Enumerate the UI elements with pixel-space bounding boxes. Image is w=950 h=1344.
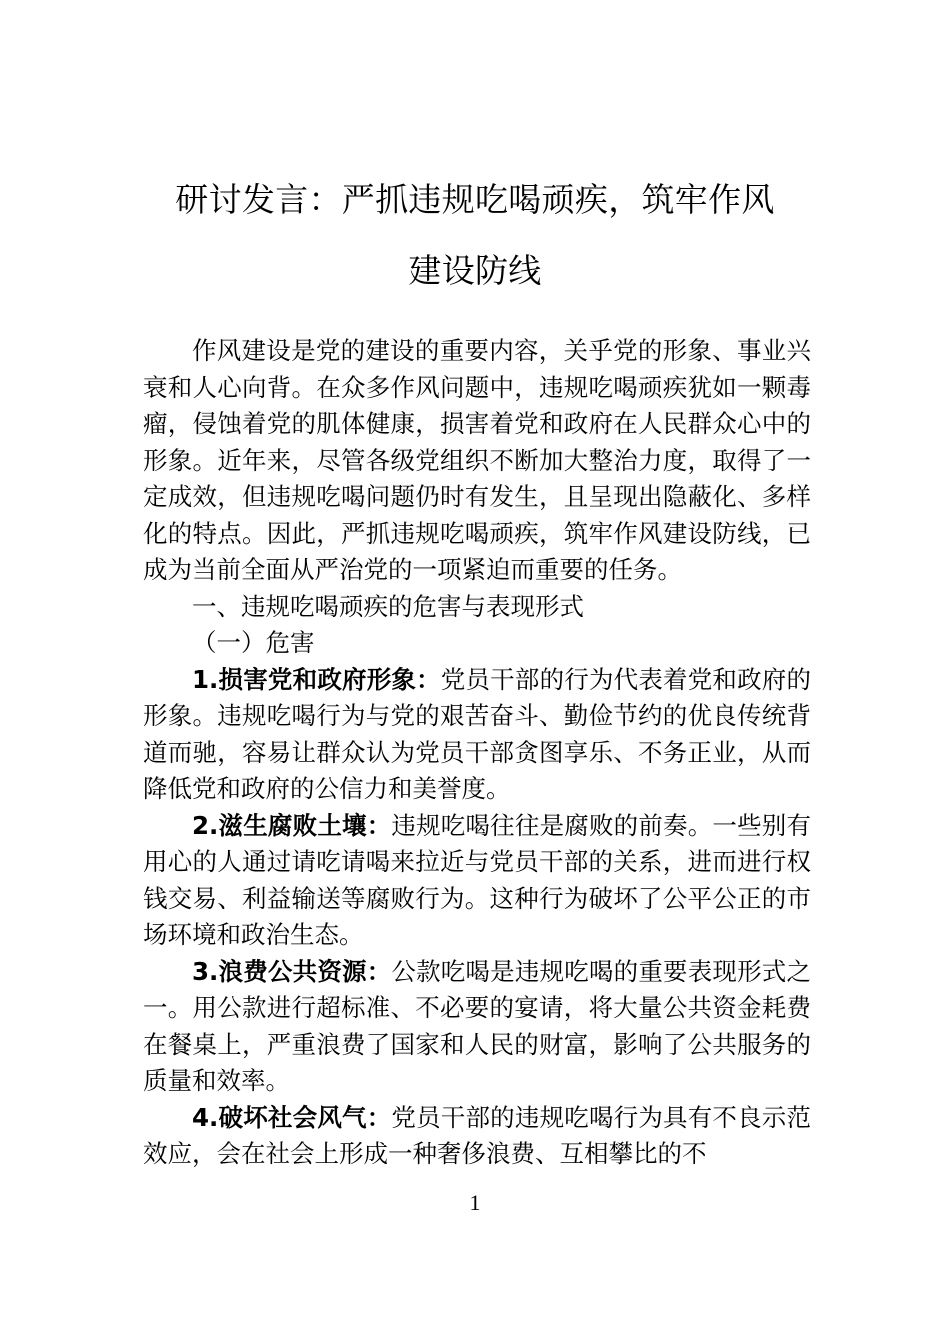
item-lead: 4.破坏社会风气： — [192, 1102, 392, 1132]
section-heading: 一、违规吃喝顽疾的危害与表现形式 — [192, 591, 584, 621]
item-text: 公款吃喝是违规吃喝的重要表现形式之一。用公款进行超标准、不必要的宴请，将大量公共资金耗费在餐桌上，严重浪费了国家和人民的财富，影响了公共服务的质量和效率。 — [143, 956, 811, 1095]
page-number: 1 — [469, 1190, 481, 1215]
intro-paragraph: 作风建设是党的建设的重要内容，关乎党的形象、事业兴衰和人心向背。在众多作风问题中，违规吃喝顽疾犹如一颗毒瘤，侵蚀着党的肌体健康，损害着党和政府在人民群众心中的形象。近年来，尽管各级党组织不断加大整治力度，取得了一定成效，但违规吃喝问题仍时有发生，且呈现出隐蔽化、多样化的特点。因此，严抓违规吃喝顽疾，筑牢作风建设防线，已成为当前全面从严治党的一项紧迫而重要的任务。 — [143, 336, 811, 584]
item-text: 党员干部的违规吃喝行为具有不良示范效应，会在社会上形成一种奢侈浪费、互相攀比的不 — [143, 1102, 811, 1168]
list-item — [143, 662, 811, 808]
item-lead: 1.损害党和政府形象： — [192, 664, 441, 694]
item-text: 党员干部的行为代表着党和政府的形象。违规吃喝行为与党的艰苦奋斗、勤俭节约的优良传统背道而驰，容易让群众认为党员干部贪图享乐、不务正业，从而降低党和政府的公信力和美誉度。 — [143, 664, 812, 803]
item-lead: 2.滋生腐败土壤： — [192, 810, 392, 840]
list-item — [143, 954, 811, 1100]
subsection-heading: （一）危害 — [192, 628, 315, 657]
document-body — [143, 333, 811, 1173]
list-item — [143, 1100, 811, 1173]
list-item — [143, 808, 811, 954]
document-title-line-1: 研讨发言：严抓违规吃喝顽疾，筑牢作风 — [175, 180, 775, 219]
item-lead: 3.浪费公共资源： — [192, 956, 392, 986]
document-title-line-2: 建设防线 — [408, 251, 542, 290]
item-text: 违规吃喝往往是腐败的前奏。一些别有用心的人通过请吃请喝来拉近与党员干部的关系，进而进行权钱交易、利益输送等腐败行为。这种行为破坏了公平公正的市场环境和政治生态。 — [143, 810, 811, 949]
